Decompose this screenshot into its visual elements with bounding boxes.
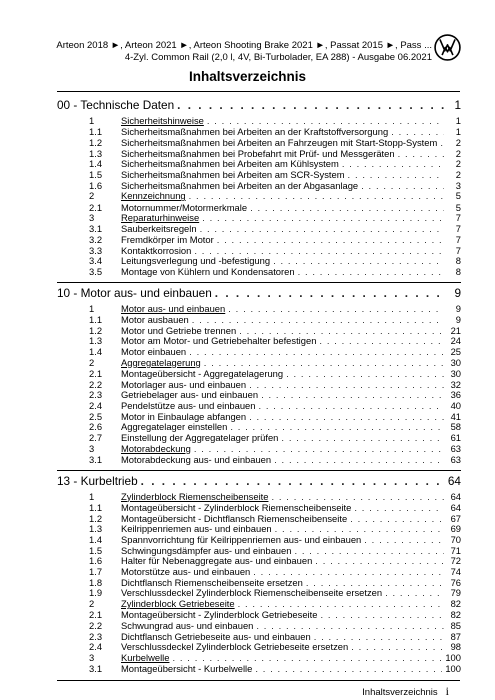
toc-chapter[interactable] [57,115,461,126]
toc-entry-label: Sicherheitsmaßnahmen bei Arbeiten am Kühlsystem [121,158,339,170]
dot-leader [192,314,444,325]
toc-page-number: 7 [455,244,461,256]
toc-entry-number: 1.3 [89,335,103,347]
toc-entry-number: 2.4 [89,400,103,411]
toc-entry-label: Sicherheitsmaßnahmen bei Arbeiten am SCR-System [121,168,345,180]
page-title: Inhaltsverzeichnis [188,69,307,84]
dot-leader [391,126,444,137]
toc-page-number: 85 [450,619,461,631]
toc-page-number: 1 [455,115,461,126]
toc-item[interactable] [57,137,461,148]
toc-entry-number: 1.5 [89,544,103,556]
toc-item[interactable] [57,389,461,400]
toc-page-number: 25 [450,346,461,358]
toc-entry-label: Kontaktkorrosion [121,244,192,256]
toc-page-number: 74 [450,565,461,577]
toc-entry-number: 1.1 [89,314,103,325]
toc-entry-label: Sicherheitsmaßnahmen bei Arbeiten an Fahrzeugen mit Start-Stopp-System [121,136,438,148]
toc-entry-label: Sicherheitsmaßnahmen bei Probefahrt mit Prüf- und Messgeräten [121,147,395,159]
dot-leader [361,180,444,191]
toc-entry-label: Getriebelager aus- und einbauen [121,389,259,401]
footer-label: Inhaltsverzeichnis [362,687,438,698]
title-rule [57,91,460,92]
toc-page-number: 70 [450,533,461,545]
toc-item[interactable] [57,663,461,674]
toc-entry-label: Motor und Getriebe trennen [121,324,237,336]
toc-entry-number: 2.2 [89,378,103,390]
toc-chapter[interactable] [57,598,461,609]
toc-entry-label: Verschlussdeckel Zylinderblock Riemenscheibenseite ersetzen [121,587,383,599]
toc-entry-number: 3.1 [89,223,103,235]
toc-entry-number: 3 [89,212,95,224]
toc-item[interactable] [57,400,461,411]
toc-item[interactable] [57,180,461,191]
toc-section[interactable] [57,471,461,491]
toc-entry-label: Zylinderblock Getriebeseite [121,598,235,609]
toc-entry-label: Montageübersicht - Dichtflansch Riemenscheibenseite [121,512,348,524]
toc-entry-label: Motorabdeckung [121,442,191,454]
toc-entry-label: Montageübersicht - Aggregatelagerung [121,367,284,379]
toc-entry-number: 1 [89,490,95,502]
toc-entry-number: 2.6 [89,421,103,433]
toc-entry-number: 1.8 [89,576,103,588]
section-spacer [57,465,461,468]
toc-entry-number: 2.1 [89,609,103,621]
dot-leader [189,190,444,201]
dot-leader [271,491,444,502]
toc-section[interactable] [57,95,461,115]
vw-logo-icon [434,34,461,61]
dot-leader [286,368,444,379]
toc-page-number: 64 [447,473,461,488]
toc-entry-label: Motorabdeckung aus- und einbauen [121,453,272,465]
dot-leader [189,346,444,357]
toc-entry-number: 1 [89,115,95,126]
toc-page-number: 1 [455,126,461,138]
toc-item[interactable] [57,454,461,465]
dot-leader [440,137,444,148]
toc-entry-number: 1.7 [89,565,103,577]
dot-leader [385,587,444,598]
toc-entry-label: Motornummer/Motormerkmale [121,201,248,213]
page-header [0,0,495,65]
dot-leader [238,598,444,609]
toc-item[interactable] [57,421,461,432]
toc-page-number: 98 [450,641,461,653]
toc-item[interactable] [57,335,461,346]
toc-item[interactable] [57,587,461,598]
toc-entry-label: Kennzeichnung [121,190,186,202]
toc-entry-number: 1.4 [89,533,103,545]
toc-entry-number: 3.1 [89,453,103,465]
toc-item[interactable] [57,513,461,524]
toc-entry-label: Kurbelwelle [121,651,170,663]
toc-item[interactable] [57,502,461,513]
toc-entry-number: 3.5 [89,266,103,278]
dot-leader [351,641,444,652]
footer-rule [57,680,460,681]
dot-leader [275,523,444,534]
toc-entry-number: 2.7 [89,432,103,444]
header-engine-edition: 4-Zyl. Common Rail (2,0 l, 4V, Bi-Turbolader, EA 288) - Ausgabe 06.2021 [124,52,432,63]
toc-entry-label: Reparaturhinweise [121,212,200,224]
dot-leader [398,148,444,159]
dot-leader [274,454,444,465]
toc-page-number: 67 [450,512,461,524]
toc-entry-label: Einstellung der Aggregatelager prüfen [121,432,279,444]
toc-entry-label: Spannvorrichtung für Keilrippenriemen aus- und einbauen [121,533,362,545]
dot-leader [177,98,444,112]
toc-entry-number: 1.6 [89,179,103,191]
toc-page-number: 7 [455,223,461,235]
toc-entry-label: 00 - Technische Daten [57,98,175,112]
toc-entry-number: 1.2 [89,324,103,336]
toc-entry-label: Dichtflansch Getriebeseite aus- und einbauen [121,630,311,642]
dot-leader [200,223,444,234]
dot-leader [364,534,444,545]
toc-page-number: 58 [450,421,461,433]
toc-page-number: 100 [445,663,461,675]
toc-entry-label: Motor in Einbaulage abfangen [121,410,247,422]
toc-entry-number: 1 [89,302,95,314]
toc-page-number: 24 [450,335,461,347]
toc-page-number: 100 [445,651,461,663]
toc-page-number: 21 [450,324,461,336]
toc-item[interactable] [57,523,461,534]
toc-item[interactable] [57,148,461,159]
toc-entry-number: 2.4 [89,641,103,653]
page-footer [362,684,449,699]
toc-item[interactable] [57,577,461,588]
dot-leader [342,158,444,169]
toc-page-number: 9 [455,314,461,325]
toc-page-number: 64 [450,490,461,502]
toc-chapter[interactable] [57,491,461,502]
dot-leader [141,474,444,488]
toc-entry-label: Zylinderblock Riemenscheibenseite [121,490,269,502]
toc-page-number: 2 [455,136,461,148]
dot-leader [314,631,444,642]
dot-leader [217,234,444,245]
dot-leader [348,169,444,180]
toc-item[interactable] [57,534,461,545]
toc-entry-label: Sicherheitsmaßnahmen bei Arbeiten an der Abgasanlage [121,179,359,191]
dot-leader [261,389,444,400]
table-of-contents [57,95,461,674]
toc-entry-number: 1.6 [89,555,103,567]
toc-page-number: 8 [455,266,461,278]
toc-chapter[interactable] [57,212,461,223]
toc-entry-label: 13 - Kurbeltrieb [57,473,138,488]
toc-page-number: 9 [455,302,461,314]
toc-entry-label: Motor aus- und einbauen [121,302,226,314]
toc-entry-number: 2.2 [89,619,103,631]
toc-item[interactable] [57,609,461,620]
toc-item[interactable] [57,266,461,277]
toc-entry-number: 2 [89,356,95,368]
toc-page-number: 63 [450,442,461,454]
toc-chapter[interactable] [57,443,461,454]
toc-entry-number: 2.3 [89,389,103,401]
toc-entry-label: Halter für Nebenaggregate aus- und einbauen [121,555,313,567]
toc-entry-label: Schwungrad aus- und einbauen [121,619,254,631]
toc-page-number: 40 [450,400,461,411]
toc-entry-label: Verschlussdeckel Zylinderblock Getriebeseite ersetzen [121,641,349,653]
toc-page-number: 30 [450,367,461,379]
toc-entry-number: 3 [89,442,95,454]
dot-leader [249,379,444,390]
toc-entry-number: 2.5 [89,410,103,422]
dot-leader [239,325,444,336]
toc-entry-label: Aggregatelager einstellen [121,421,228,433]
dot-leader [172,652,442,663]
toc-entry-label: Sicherheitshinweise [121,115,204,126]
toc-entry-number: 2 [89,190,95,202]
toc-entry-label: Fremdkörper im Motor [121,234,214,246]
toc-entry-number: 1.1 [89,126,103,138]
dot-leader [250,202,444,213]
toc-entry-number: 2 [89,598,95,609]
toc-page-number: 87 [450,630,461,642]
dot-leader [315,555,444,566]
toc-page-number: 32 [450,378,461,390]
toc-page-number: 41 [450,410,461,422]
toc-entry-number: 2.1 [89,367,103,379]
toc-page-number: 2 [455,168,461,180]
toc-entry-number: 1.4 [89,158,103,170]
toc-entry-label: Motor am Motor- und Getriebehalter befestigen [121,335,317,347]
toc-entry-label: Leitungsverlegung und -befestigung [121,255,271,267]
toc-page-number: 5 [455,201,461,213]
toc-item[interactable] [57,255,461,266]
toc-item[interactable] [57,631,461,642]
toc-page-number: 30 [450,356,461,368]
toc-item[interactable] [57,234,461,245]
toc-entry-number: 3.3 [89,244,103,256]
toc-item[interactable] [57,555,461,566]
dot-leader [207,115,444,126]
toc-entry-number: 1.3 [89,523,103,535]
toc-entry-label: Pendelstütze aus- und einbauen [121,400,256,411]
toc-entry-number: 2.3 [89,630,103,642]
dot-leader [281,432,444,443]
toc-item[interactable] [57,545,461,556]
dot-leader [228,303,444,314]
toc-page-number: 2 [455,147,461,159]
toc-entry-label: Sicherheitsmaßnahmen bei Arbeiten an der Kraftstoffversorgung [121,126,389,138]
dot-leader [215,286,444,300]
toc-entry-label: Keilrippenriemen aus- und einbauen [121,523,272,535]
dot-leader [298,266,444,277]
toc-entry-label: Montage von Kühlern und Kondensatoren [121,266,295,278]
toc-item[interactable] [57,223,461,234]
toc-section[interactable] [57,283,461,303]
dot-leader [258,400,444,411]
toc-page-number: 36 [450,389,461,401]
toc-page-number: 1 [454,98,461,112]
dot-leader [194,443,444,454]
toc-item[interactable] [57,325,461,336]
toc-item[interactable] [57,346,461,357]
dot-leader [202,212,444,223]
toc-page-number: 7 [455,212,461,224]
toc-entry-number: 3.1 [89,663,103,675]
toc-entry-number: 1.1 [89,501,103,513]
toc-entry-label: Dichtflansch Riemenscheibenseite ersetzen [121,576,303,588]
toc-entry-label: Montageübersicht - Zylinderblock Riemenscheibenseite [121,501,352,513]
toc-page-number: 3 [455,179,461,191]
dot-leader [256,620,444,631]
toc-page-number: 63 [450,453,461,465]
toc-page-number: 61 [450,432,461,444]
footer-page-number: i [445,684,449,698]
toc-item[interactable] [57,314,461,325]
header-vehicle-models: Arteon 2018 ►, Arteon 2021 ►, Arteon Shooting Brake 2021 ►, Passat 2015 ►, Pass ... [56,40,432,51]
toc-entry-number: 1.2 [89,512,103,524]
toc-entry-label: Montageübersicht - Zylinderblock Getriebeseite [121,609,318,621]
toc-page-number: 82 [450,598,461,609]
toc-entry-label: Motorstütze aus- und einbauen [121,565,251,577]
toc-entry-label: Montageübersicht - Kurbelwelle [121,663,253,675]
dot-leader [350,513,444,524]
toc-entry-number: 3.2 [89,234,103,246]
dot-leader [306,577,444,588]
toc-page-number: 79 [450,587,461,599]
toc-entry-number: 1.5 [89,168,103,180]
toc-item[interactable] [57,566,461,577]
toc-entry-label: Aggregatelagerung [121,356,201,368]
toc-page-number: 9 [454,285,461,300]
toc-entry-label: Schwingungsdämpfer aus- und einbauen [121,544,292,556]
toc-entry-label: Motor ausbauen [121,314,189,325]
toc-entry-number: 3.4 [89,255,103,267]
toc-item[interactable] [57,368,461,379]
toc-page-number: 72 [450,555,461,567]
toc-item[interactable] [57,126,461,137]
toc-item[interactable] [57,169,461,180]
toc-entry-label: Motor einbauen [121,346,187,358]
dot-leader [194,245,444,256]
dot-leader [230,421,444,432]
dot-leader [294,545,444,556]
section-spacer [57,277,461,280]
toc-item[interactable] [57,202,461,213]
dot-leader [204,357,444,368]
toc-page-number: 5 [455,190,461,202]
toc-entry-number: 3 [89,651,95,663]
toc-entry-number: 1.9 [89,587,103,599]
toc-page-number: 7 [455,234,461,246]
toc-entry-number: 1.4 [89,346,103,358]
toc-page-number: 71 [450,544,461,556]
toc-entry-number: 1.2 [89,136,103,148]
toc-item[interactable] [57,158,461,169]
toc-item[interactable] [57,432,461,443]
dot-leader [253,566,444,577]
toc-page-number: 69 [450,523,461,535]
toc-chapter[interactable] [57,357,461,368]
toc-item[interactable] [57,379,461,390]
toc-page-number: 2 [455,158,461,170]
toc-chapter[interactable] [57,190,461,201]
toc-item[interactable] [57,411,461,422]
dot-leader [249,411,444,422]
dot-leader [320,609,444,620]
toc-entry-number: 1.3 [89,147,103,159]
dot-leader [319,335,444,346]
toc-page-number: 8 [455,255,461,267]
toc-page-number: 76 [450,576,461,588]
dot-leader [354,502,444,513]
toc-item[interactable] [57,245,461,256]
toc-page-number: 64 [450,501,461,513]
dot-leader [255,663,442,674]
toc-page-number: 82 [450,609,461,621]
toc-chapter[interactable] [57,303,461,314]
dot-leader [273,255,444,266]
toc-entry-number: 2.1 [89,201,103,213]
toc-entry-label: 10 - Motor aus- und einbauen [57,285,212,300]
toc-entry-label: Motorlager aus- und einbauen [121,378,247,390]
toc-chapter[interactable] [57,652,461,663]
toc-entry-label: Sauberkeitsregeln [121,223,197,235]
toc-item[interactable] [57,620,461,631]
toc-item[interactable] [57,641,461,652]
